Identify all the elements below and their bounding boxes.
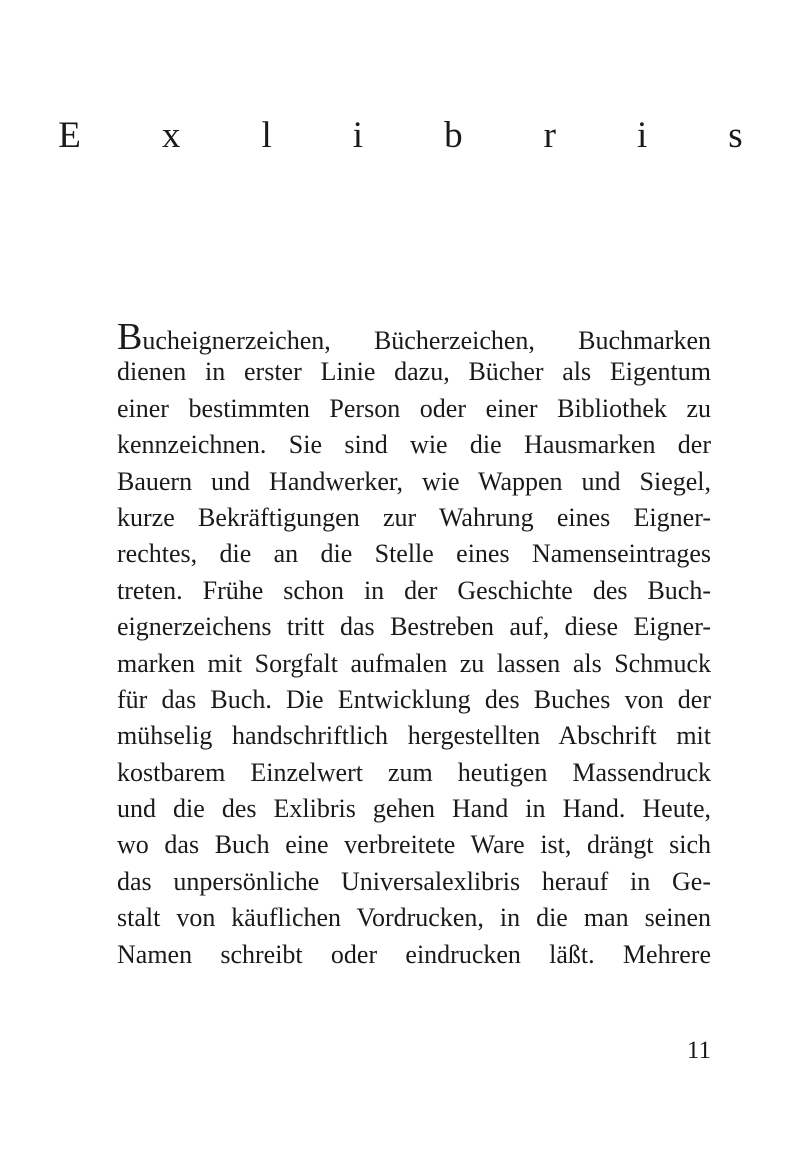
- text-line: für das Buch. Die Entwicklung des Buches von der: [117, 684, 711, 714]
- text-line: kennzeichnen. Sie sind wie die Hausmarken der: [117, 430, 711, 460]
- text-line-1-rest: ucheignerzeichen, Bücherzeichen, Buchmarken: [142, 326, 711, 355]
- text-line: marken mit Sorgfalt aufmalen zu lassen als Schmuck: [117, 648, 711, 678]
- page-title: E x l i b r i s: [58, 114, 779, 156]
- text-line-1: [117, 316, 711, 358]
- text-line: eignerzeichens tritt das Bestreben auf, diese Eigner-: [117, 612, 711, 642]
- text-line: rechtes, die an die Stelle eines Namenseintrages: [117, 539, 711, 569]
- text-line: stalt von käuflichen Vordrucken, in die man seinen: [117, 903, 711, 933]
- text-line: Namen schreibt oder eindrucken läßt. Mehrere: [117, 939, 711, 969]
- text-line: dienen in erster Linie dazu, Bücher als Eigentum: [117, 357, 711, 387]
- page-number: 11: [686, 1037, 711, 1064]
- text-line: mühselig handschriftlich hergestellten Abschrift mit: [117, 721, 711, 751]
- text-line: das unpersönliche Universalexlibris herauf in Ge-: [117, 866, 711, 896]
- text-line: treten. Frühe schon in der Geschichte des Buch-: [117, 575, 711, 605]
- text-line: Bauern und Handwerker, wie Wappen und Siegel,: [117, 466, 711, 496]
- body-paragraph: [117, 318, 711, 973]
- text-line: wo das Buch eine verbreitete Ware ist, drängt sich: [117, 830, 711, 860]
- text-line: kostbarem Einzelwert zum heutigen Massendruck: [117, 757, 711, 787]
- text-line: und die des Exlibris gehen Hand in Hand. Heute,: [117, 794, 711, 824]
- drop-cap: B: [117, 316, 143, 358]
- text-line: kurze Bekräftigungen zur Wahrung eines Eigner-: [117, 502, 711, 532]
- text-line: einer bestimmten Person oder einer Bibliothek zu: [117, 393, 711, 423]
